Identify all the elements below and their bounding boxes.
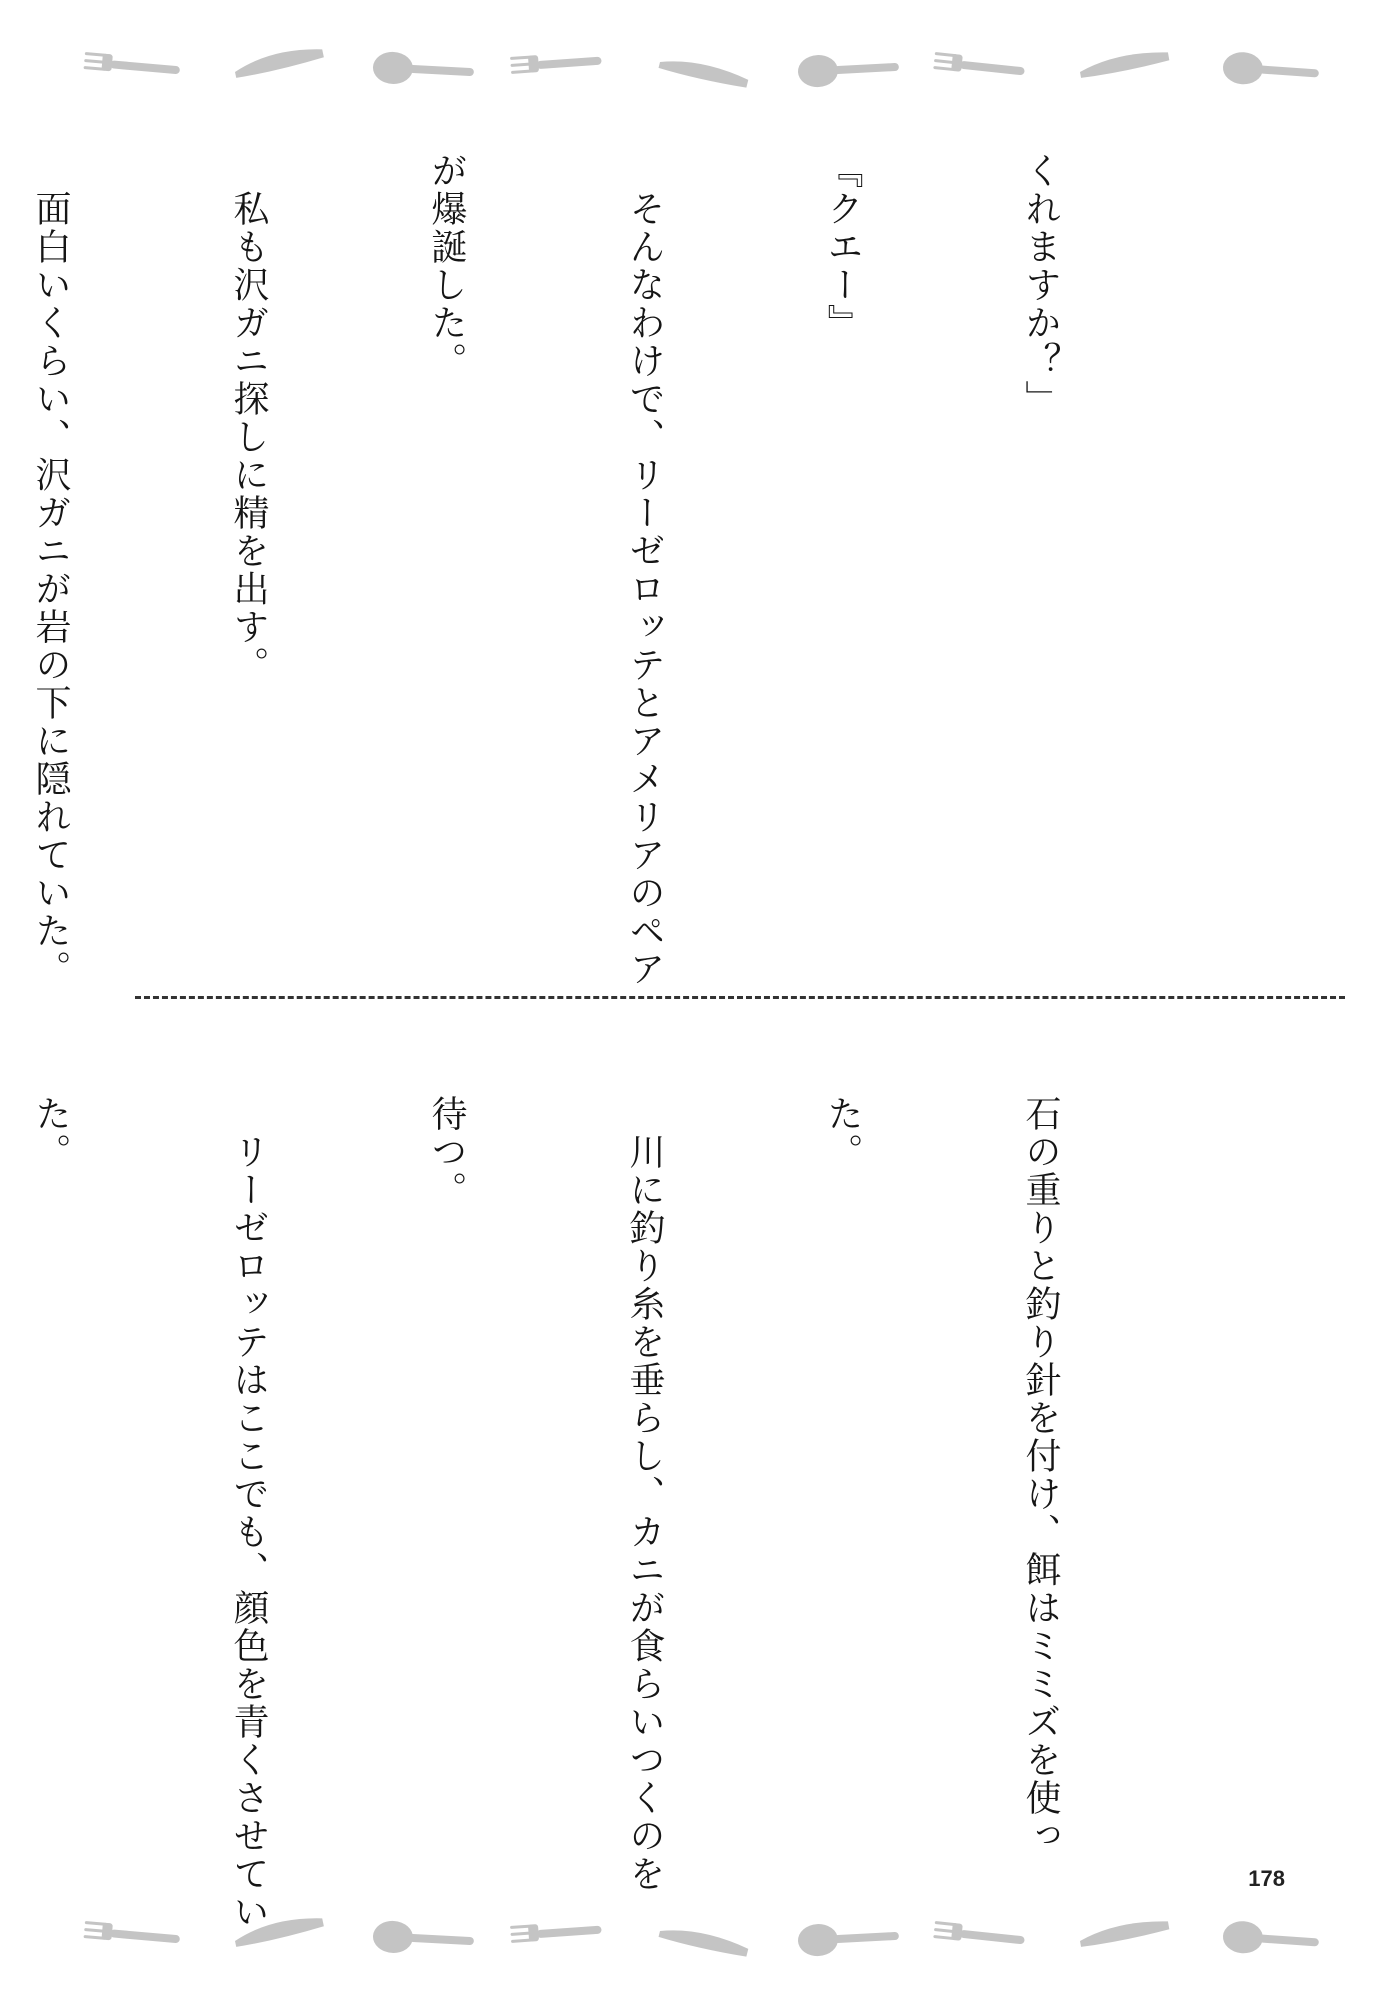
text-column: 面白いくらい、沢ガニが岩の下に隠れていた。 bbox=[30, 152, 71, 988]
spoon-icon bbox=[797, 51, 900, 88]
fork-icon bbox=[510, 1920, 602, 1943]
fork-icon bbox=[510, 51, 602, 74]
text-column: が爆誕した。 bbox=[426, 152, 467, 380]
spoon-icon bbox=[1222, 51, 1320, 90]
lower-text-section bbox=[0, 1095, 1205, 1931]
knife-icon bbox=[233, 1913, 324, 1947]
fork-icon bbox=[84, 1921, 181, 1946]
text-column: リーゼロッテはここでも、顔色を青くさせてい bbox=[228, 1095, 269, 1931]
page-number: 178 bbox=[1248, 1866, 1285, 1891]
knife-icon bbox=[658, 54, 749, 90]
text-column: 川に釣り糸を垂らし、カニが食らいつくのを bbox=[624, 1095, 665, 1893]
knife-icon bbox=[1079, 48, 1170, 78]
fork-icon bbox=[933, 52, 1025, 78]
text-column: くれますか？」 bbox=[1020, 152, 1061, 418]
knife-icon bbox=[1079, 1917, 1170, 1947]
spoon-icon bbox=[1222, 1920, 1320, 1959]
knife-icon bbox=[233, 44, 324, 78]
fork-icon bbox=[84, 52, 181, 77]
scene-break-divider bbox=[135, 996, 1345, 999]
spoon-icon bbox=[797, 1920, 900, 1957]
spoon-icon bbox=[372, 1920, 475, 1957]
fork-icon bbox=[933, 1921, 1025, 1947]
spoon-icon bbox=[372, 51, 475, 88]
text-column: 私も沢ガニ探しに精を出す。 bbox=[228, 152, 269, 684]
text-column: た。 bbox=[30, 1095, 71, 1171]
text-column: た。 bbox=[822, 1095, 863, 1171]
bottom-cutlery-border bbox=[0, 1893, 1400, 1963]
top-cutlery-border bbox=[0, 22, 1400, 92]
text-column: 『クエー』 bbox=[822, 152, 863, 342]
knife-icon bbox=[658, 1923, 749, 1959]
text-column: そんなわけで、リーゼロッテとアメリアのペア bbox=[624, 152, 665, 988]
upper-text-section bbox=[0, 152, 1205, 988]
text-column: 石の重りと釣り針を付け、餌はミミズを使っ bbox=[1020, 1095, 1061, 1855]
text-column: 待つ。 bbox=[426, 1095, 467, 1209]
